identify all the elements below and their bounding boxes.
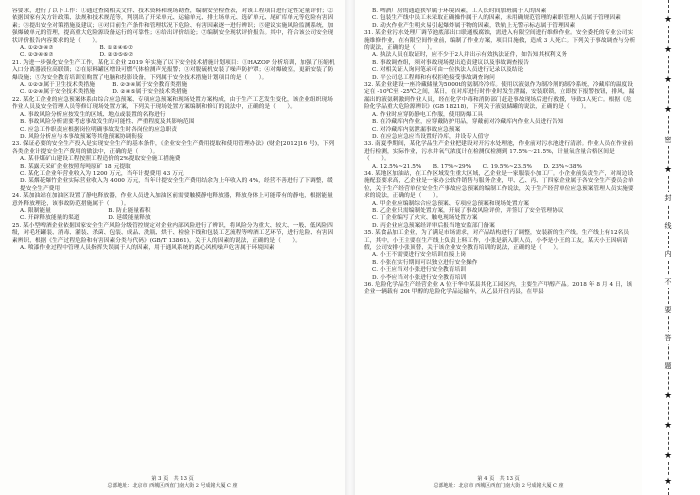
question-35: 35. 某食品加工企业，为了满足市场需求，对产品结构进行了调整，安装新的生产线。生产线上有12名员工，其中，小王主要在生产线上负责上料工作，小张是新入职人员，小李是小王的工友，某天小王因病请假，公司安排小张顶替，关于该企业安全教育培训的说法，正确的是（ ）。 bbox=[364, 230, 630, 251]
question-34: 34. 某地区加油站，在工作区域发生重大区域，乙企业是一家服装小加工厂。小企业前负责生产，对周边设施配套要求高，乙企业是一家办公软件销售与服务企业，甲、乙、丙、丁四家企业属于各安全生产委员会单位，关于生产经营单位安全生产事故应急预案的编制工作说法，关于生产经营单位应急预案管理人员实施要求的说法，正确的是（ ）。 bbox=[364, 170, 634, 200]
answer-option: B. 乙企业只需编制处置方案，开展了事故风险评价，并签订了安全管理协议 bbox=[372, 207, 564, 214]
answer-option: D. 丙企业应急预案经评审后报当地安监部门备案 bbox=[372, 222, 495, 229]
binding-char: 不 bbox=[661, 276, 675, 288]
answer-option: C. 包装生产线中员工未采取正确操作属于人的因素，未用确规范管理的素职管理人员属于管理因素 bbox=[372, 15, 621, 22]
answer-option: B. 啤酒厂房的通道狭窄属于环境因素，工人长时间加班属于人的因素 bbox=[372, 8, 547, 14]
star-icon: ★ bbox=[663, 15, 673, 25]
question-32: 32. 某企业建设一座冷藏储量为5000t的氨制冷冷库。使用以液氨作为制冷剂的制冷系统，冷藏库的温度设定在 -10℃至 -25℃之间，某日，在对库进行时作业时发生泄漏，安装联锁，立即按下报警按钮，排风，漏漏出的液氨刺激到作业人员，经在化学中毒和消防部门赶赴事故现场后进行救援，导致3人死亡。根据《危险化学品重大危险源辨识》(GB 18218)，下列关于液氨储罐的说法，正确的是（ ）。 bbox=[364, 82, 635, 111]
page-number: 第 4 页 共 13 页 bbox=[477, 476, 520, 482]
question-23: 23. 保证必要的安全生产投入是实现安全生产的基本条件，《企业安全生产费用提取和使用管理办法》(财企[2012]16 号)，下列各类企业计提安全生产费用的做法中，正确的是（ ）。 bbox=[12, 141, 335, 155]
star-icon: ★ bbox=[663, 451, 673, 461]
page-gutter bbox=[345, 0, 355, 495]
star-icon: ★ bbox=[663, 421, 673, 431]
star-icon: ★ bbox=[663, 165, 673, 175]
question-21: 21. 为进一步强化安全生产工作，某化工企业 2019 年实施了以下安全技术措施计划项目：①HAZOP 分析培训，加强了压缩机入口分离器液位高联锁；②在原料罐区增设可燃气体检测声光报警；③对脱硫机安装了噪声防护罩；④对爆破室，更新安装了防爆设施；⑤为安全教育培训室购置了电脑和投影设备，下列属于安全技术措施计划项目的是（ ）。 bbox=[12, 59, 335, 81]
answer-option: A. ①②③④⑦ B. ①②④⑥⑦ bbox=[20, 45, 134, 52]
star-icon: ★ bbox=[663, 391, 673, 401]
question-33: 33. 南夏季期间，某化学品生产企业把建设对开污水处理池，作业前对污水池进行清淤。作业人员在作业前进行检测，实际作业，污水井氧气浓度计在检测仪检测到 17.5%～21.5%，计量氧含量合格区间是（ ）。 bbox=[364, 141, 634, 163]
star-icon: ★ bbox=[663, 477, 673, 487]
page-number: 第 3 页 共 13 页 bbox=[151, 476, 194, 482]
question-20-body: 容要求，进行了以下工作：①通过查阅相关文件、技术资料和现场勘查，编制安全检查表，对该工程项目进行定性定量评价；②依据国家有关方针政策、法规和技术规范等，判别出了开采单元、运输单元、排土场单元、选矿单元、尾矿库单元等危险有害因素；③提出安全对策措施及建议；④对目前生产条件和管理状况下危险、有害因素逐一进行辨识；⑤建议实施风险监测系统，加强爆破单元的管理，提高重大危险源设备运行的可靠性；⑥给出评价结论；⑦编制安全现状评价报告。其中，符合该公司安全现状评价报告内容要求的是（ ）。 bbox=[12, 8, 334, 44]
binding-char: 要 bbox=[661, 304, 675, 316]
answer-option: D. 在应急应急应当设置好冷库，并设专人值守 bbox=[372, 133, 490, 140]
answer-option: B. 事故调查组，须对事故现场提出追责建议以及事故调查报告 bbox=[372, 59, 530, 66]
left-page-footer bbox=[0, 476, 345, 489]
binding-strip bbox=[642, 0, 700, 495]
answer-option: B. 在冷藏库内作业，应穿戴防护用品，穿戴前对冷藏库内作业人员进行告知 bbox=[372, 119, 564, 126]
answer-option: C. 对相关证人询问笔录可由一位执法人员进行记录以及结论 bbox=[372, 67, 524, 74]
binding-char: 封 bbox=[661, 192, 675, 204]
right-page-content bbox=[364, 8, 636, 473]
answer-option: D. 风险分析应与本事故预案等其他预案协调衔接 bbox=[20, 133, 143, 140]
binding-char: 内 bbox=[661, 248, 675, 260]
question-22: 22. 某化工企业的应急预案体系由综合应急预案、专项应急预案和现场处置方案构成，由于生产工艺发生变化，该企业组织现场作业人员及安全管理人员等修订现场处置方案，下列关于现场处置方案编制和修订的说法中，正确的是（ ）。 bbox=[12, 96, 333, 111]
answer-option: C. 小王应当对小张进行安全教育培训 bbox=[372, 267, 466, 274]
answer-option: D. 某烟花爆竹企业实际营业收入为 4000 万元，当年计提安全生产费用结余为上年收入的 4%，经营不善进行了下调整，缓提安全生产费用 bbox=[20, 178, 333, 192]
answer-option: A. 小王不需要进行安全培训直接上岗 bbox=[372, 252, 466, 259]
answer-option: A. 12.5%~21.5% B. 17%~29% C. 19.5%~23.5% D. 23%~38% bbox=[372, 163, 582, 170]
answer-option: C. 应急工作职责应根据岗位明确事故发生时各岗位的应急职责 bbox=[20, 126, 178, 133]
answer-option: C. ①②④属于安全技术类措施 D. ②④⑤属于安全技术类措施 bbox=[20, 89, 188, 96]
answer-option: C. 丁企业编写了火灾、触电现场处置方案 bbox=[372, 215, 478, 222]
answer-option: A. 执法人员在取证时，应不少于2人并出示有效执法证件，如告知其权利义务 bbox=[372, 52, 568, 59]
answer-option: D. 动火作业产生明火易引起爆炸属于物的因素，铁轨上无警示标志属于管理因素 bbox=[372, 22, 576, 29]
answer-option: C. 对冷藏库内氨泄漏事故应急预案 bbox=[372, 126, 461, 133]
answer-option: A. 某非煤矿山建设工程按照工程造价的2%提取安全施工措施费 bbox=[20, 156, 181, 163]
footer-address: 总部地址：北京市 西城区西直门南大街 2 号成铭大厦 C 座 bbox=[107, 482, 238, 489]
answer-option: A. 甲企业应编制综合应急预案、专项应急预案和现场处置方案 bbox=[372, 200, 530, 207]
binding-char: 线 bbox=[661, 220, 675, 232]
answer-option: B. 事故风险分析需要考虑事故发生的可能性、严重程度及其影响范围 bbox=[20, 119, 195, 126]
star-icon: ★ bbox=[663, 105, 673, 115]
right-page-footer bbox=[355, 476, 642, 489]
question-25: 25. 某小型啤酒企业依据国家安全生产风险分级管控规定对企业内部风险进行了辨识，将风险分为重大、较大、一般、低风险四级，对毛坯罐装、消毒、灌装、杀菌、包装、成品、洗瓶、烘干、检验下线和包装工艺流程等啤酒工艺环节，进行危险、有害因素辨识，根据《生产过程危险和有害因素分类与代码》(GB/T 13861)，关于人的因素的说法，正确的是（ ）。 bbox=[12, 222, 334, 244]
answer-option: D. 平公司总工程师和有权拒绝接受事故调查询问 bbox=[372, 74, 495, 81]
left-page-content bbox=[12, 8, 337, 473]
answer-option: B. 某露天采矿企业按照每吨原矿 18 元提取 bbox=[20, 163, 131, 170]
question-24: 24. 某加油站在加油区设置了静电释放器，作业人员进入加油区前需要触摸静电释放器，释放身体上可能带有的静电，根据能量意外释放理论，该事故防范措施属于（ ）。 bbox=[12, 193, 333, 207]
answer-option: C. ②③④⑥⑦ D. ②③⑤⑥⑦ bbox=[20, 52, 134, 59]
answer-option: A. 作业时应穿防静电工作服，使用防爆工具 bbox=[372, 111, 484, 118]
answer-option: A. 喷漆作业过程中管理人员指挥失误属于人的因素，用于通风系统的离心风机噪声危害属于环境因素 bbox=[20, 245, 275, 251]
binding-char: 答 bbox=[661, 332, 675, 344]
binding-char: 题 bbox=[661, 360, 675, 372]
binding-char: 密 bbox=[661, 134, 675, 146]
star-icon: ★ bbox=[663, 75, 673, 85]
question-36: 36. 危险化学品生产经营企业 A 位于华中某县其化工园区内，主要生产甲醇产品。2018 年 8 月 4 日，该企业一辆载有 20t 甲醇的危险化学品运输车，从乙县开往丙县，在甲县 bbox=[364, 282, 633, 296]
answer-option: A. ①②③属于卫生技术类措施 B. ②③④属于安全教育类措施 bbox=[20, 82, 188, 89]
answer-option: D. 小李应当对小张进行安全教育培训 bbox=[372, 274, 467, 281]
answer-option: C. 某化工企业年营业收入为 1200 万元，当年计提费用 43 万元 bbox=[20, 170, 184, 177]
answer-option: A. 限制能量 B. 防止能量蓄积 bbox=[20, 207, 151, 214]
answer-option: C. 开辟释放能量的渠道 D. 延缓能量释放 bbox=[20, 215, 151, 222]
right-page bbox=[355, 0, 642, 495]
answer-option: B. 小张在实行期间可以独立进行安全操作 bbox=[372, 259, 478, 266]
star-icon: ★ bbox=[663, 45, 673, 55]
answer-option: A. 事故风险分析应按发生的区域、地点或装置的名称进行 bbox=[20, 111, 166, 118]
question-31: 31. 某企业污水处理厂调节池底部出口联通板腐蚀，需进入有限空间进行维修作业。安全委托的专业公司实施维修作业，在有限空间作业前，编制了作业方案，项目目施救，造成 3 人死亡。下列关于事故调查与分析的说法，正确的是（ ）。 bbox=[364, 30, 636, 52]
left-page bbox=[0, 0, 345, 495]
footer-address: 总部地址：北京市 西城区西直门南大街 2 号成铭大厦 C 座 bbox=[433, 482, 564, 489]
